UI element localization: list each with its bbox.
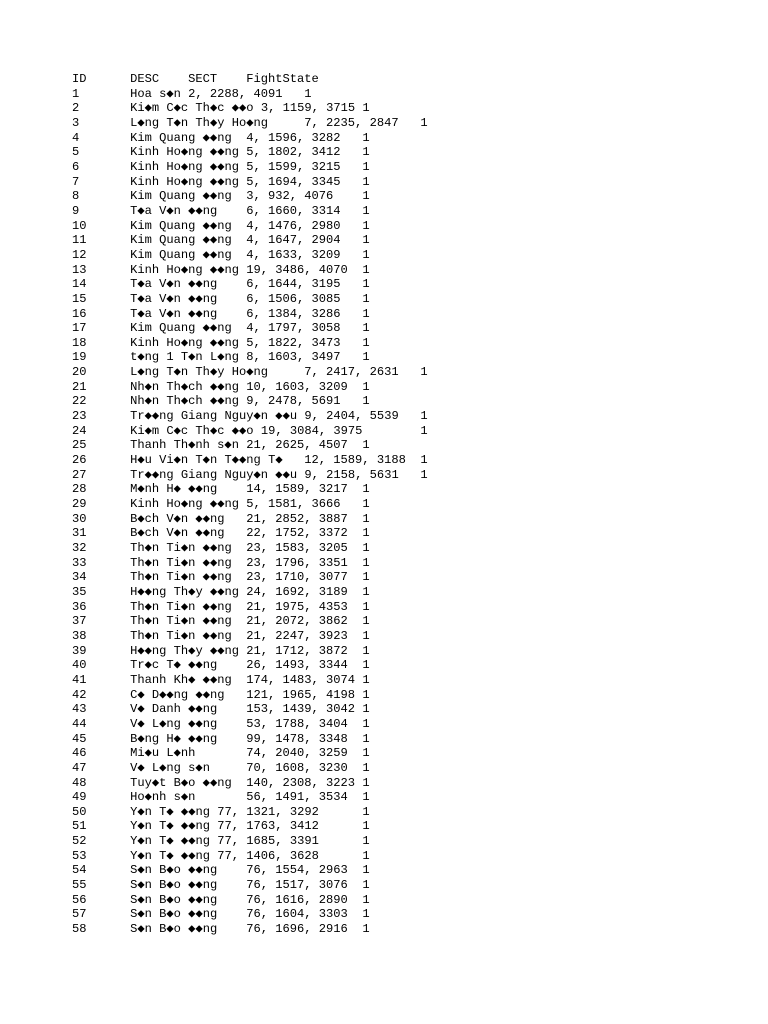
text-line: 15 T◆a V◆n ◆◆ng 6, 1506, 3085 1	[72, 291, 370, 306]
text-line: 45 B◆ng H◆ ◆◆ng 99, 1478, 3348 1	[72, 731, 370, 746]
text-line: 2 Ki◆m C◆c Th◆c ◆◆o 3, 1159, 3715 1	[72, 101, 370, 116]
text-line: 9 T◆a V◆n ◆◆ng 6, 1660, 3314 1	[72, 203, 370, 218]
text-line: 17 Kim Quang ◆◆ng 4, 1797, 3058 1	[72, 321, 370, 336]
text-line: 47 V◆ L◆ng s◆n 70, 1608, 3230 1	[72, 760, 370, 775]
text-line: 39 H◆◆ng Th◆y ◆◆ng 21, 1712, 3872 1	[72, 643, 370, 658]
text-line: 19 t◆ng 1 T◆n L◆ng 8, 1603, 3497 1	[72, 350, 370, 365]
text-line: 23 Tr◆◆ng Giang Nguy◆n ◆◆u 9, 2404, 5539 1	[72, 409, 428, 424]
text-line: 50 Y◆n T◆ ◆◆ng 77, 1321, 3292 1	[72, 804, 370, 819]
text-line: 26 H◆u Vi◆n T◆n T◆◆ng T◆ 12, 1589, 3188 1	[72, 453, 428, 468]
text-line: 3 L◆ng T◆n Th◆y Ho◆ng 7, 2235, 2847 1	[72, 115, 428, 130]
text-line: 18 Kinh Ho◆ng ◆◆ng 5, 1822, 3473 1	[72, 335, 370, 350]
text-line: 36 Th◆n Ti◆n ◆◆ng 21, 1975, 4353 1	[72, 599, 370, 614]
text-line: 28 M◆nh H◆ ◆◆ng 14, 1589, 3217 1	[72, 482, 370, 497]
text-line: 37 Th◆n Ti◆n ◆◆ng 21, 2072, 3862 1	[72, 614, 370, 629]
text-line: 52 Y◆n T◆ ◆◆ng 77, 1685, 3391 1	[72, 834, 370, 849]
text-line: 51 Y◆n T◆ ◆◆ng 77, 1763, 3412 1	[72, 819, 370, 834]
text-line: 20 L◆ng T◆n Th◆y Ho◆ng 7, 2417, 2631 1	[72, 365, 428, 380]
text-line: 49 Ho◆nh s◆n 56, 1491, 3534 1	[72, 790, 370, 805]
text-line: 22 Nh◆n Th◆ch ◆◆ng 9, 2478, 5691 1	[72, 394, 370, 409]
text-line: 24 Ki◆m C◆c Th◆c ◆◆o 19, 3084, 3975 1	[72, 423, 428, 438]
text-line: 38 Th◆n Ti◆n ◆◆ng 21, 2247, 3923 1	[72, 628, 370, 643]
text-line: 7 Kinh Ho◆ng ◆◆ng 5, 1694, 3345 1	[72, 174, 370, 189]
text-line: 54 S◆n B◆o ◆◆ng 76, 1554, 2963 1	[72, 863, 370, 878]
text-line: 30 B◆ch V◆n ◆◆ng 21, 2852, 3887 1	[72, 511, 370, 526]
text-line: 40 Tr◆c T◆ ◆◆ng 26, 1493, 3344 1	[72, 658, 370, 673]
text-line: 12 Kim Quang ◆◆ng 4, 1633, 3209 1	[72, 247, 370, 262]
text-line: 42 C◆ D◆◆ng ◆◆ng 121, 1965, 4198 1	[72, 687, 370, 702]
text-line: 35 H◆◆ng Th◆y ◆◆ng 24, 1692, 3189 1	[72, 584, 370, 599]
plain-text-document	[72, 72, 428, 937]
text-line: 58 S◆n B◆o ◆◆ng 76, 1696, 2916 1	[72, 922, 370, 937]
text-line: 16 T◆a V◆n ◆◆ng 6, 1384, 3286 1	[72, 306, 370, 321]
text-line: 57 S◆n B◆o ◆◆ng 76, 1604, 3303 1	[72, 907, 370, 922]
text-line: 1 Hoa s◆n 2, 2288, 4091 1	[72, 86, 312, 101]
text-line: 55 S◆n B◆o ◆◆ng 76, 1517, 3076 1	[72, 878, 370, 893]
text-line: 46 Mi◆u L◆nh 74, 2040, 3259 1	[72, 746, 370, 761]
text-line: 10 Kim Quang ◆◆ng 4, 1476, 2980 1	[72, 218, 370, 233]
text-line: 56 S◆n B◆o ◆◆ng 76, 1616, 2890 1	[72, 892, 370, 907]
text-line: 48 Tuy◆t B◆o ◆◆ng 140, 2308, 3223 1	[72, 775, 370, 790]
text-line: 32 Th◆n Ti◆n ◆◆ng 23, 1583, 3205 1	[72, 541, 370, 555]
text-line: 11 Kim Quang ◆◆ng 4, 1647, 2904 1	[72, 233, 370, 248]
text-line: 34 Th◆n Ti◆n ◆◆ng 23, 1710, 3077 1	[72, 570, 370, 585]
text-line: 53 Y◆n T◆ ◆◆ng 77, 1406, 3628 1	[72, 848, 370, 863]
text-line: 13 Kinh Ho◆ng ◆◆ng 19, 3486, 4070 1	[72, 262, 370, 277]
header-line: ID DESC SECT FightState	[72, 72, 319, 86]
text-line: 27 Tr◆◆ng Giang Nguy◆n ◆◆u 9, 2158, 5631 1	[72, 467, 428, 482]
text-line: 29 Kinh Ho◆ng ◆◆ng 5, 1581, 3666 1	[72, 497, 370, 512]
text-line: 8 Kim Quang ◆◆ng 3, 932, 4076 1	[72, 189, 370, 204]
text-line: 33 Th◆n Ti◆n ◆◆ng 23, 1796, 3351 1	[72, 555, 370, 570]
text-line: 31 B◆ch V◆n ◆◆ng 22, 1752, 3372 1	[72, 526, 370, 541]
text-line: 44 V◆ L◆ng ◆◆ng 53, 1788, 3404 1	[72, 716, 370, 731]
text-line: 4 Kim Quang ◆◆ng 4, 1596, 3282 1	[72, 130, 370, 145]
text-line: 25 Thanh Th◆nh s◆n 21, 2625, 4507 1	[72, 438, 370, 453]
text-line: 21 Nh◆n Th◆ch ◆◆ng 10, 1603, 3209 1	[72, 379, 370, 394]
text-line: 6 Kinh Ho◆ng ◆◆ng 5, 1599, 3215 1	[72, 159, 370, 174]
text-line: 43 V◆ Danh ◆◆ng 153, 1439, 3042 1	[72, 702, 370, 717]
text-line: 14 T◆a V◆n ◆◆ng 6, 1644, 3195 1	[72, 277, 370, 292]
text-line: 5 Kinh Ho◆ng ◆◆ng 5, 1802, 3412 1	[72, 145, 370, 160]
text-line: 41 Thanh Kh◆ ◆◆ng 174, 1483, 3074 1	[72, 672, 370, 687]
